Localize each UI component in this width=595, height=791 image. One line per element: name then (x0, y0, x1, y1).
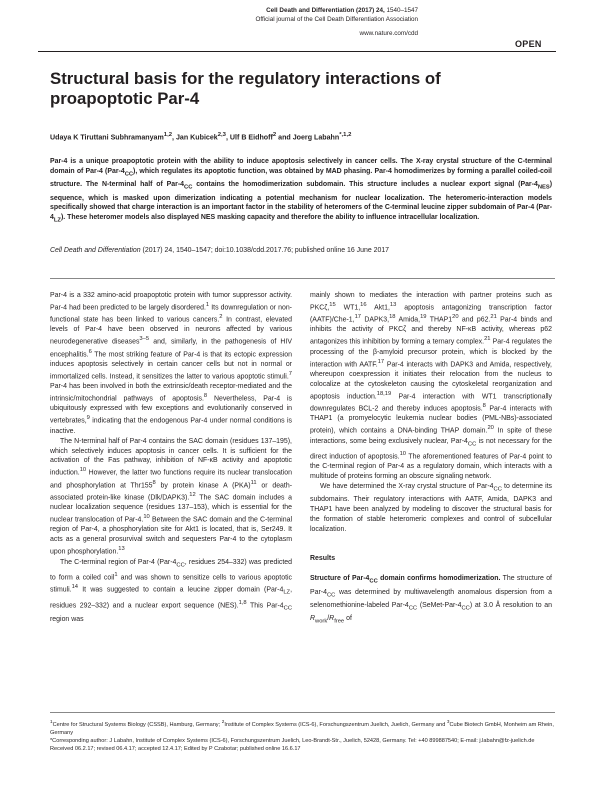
body-paragraph: mainly shown to mediates the interaction with partner proteins such as PKCζ,$^{15}$ WT1,16 Akt1,13 apoptosis antagonizing transcription factor (AATF)/Che-1,17 DAPK3,18 Amida,$^{19}$ $THAP1^{20}$ and p62.21 Par-4 binds and inhibits the activity of PKCζ and thereby NF-κB activity, whereas p62 antagonizes this inhibition by forming a ternary complex.$^{21}$ Par-4 regulates the processing of the β-amyloid precursor protein, which is blocked by the interaction with AATF.$^{17}$ Par-4 interacts with DAPK3 and Amida, respectively, whereupon coexpression it initiates their relocation from the nucleus to colocalize at the cytoskeleton causing the cytoskeletal reorganization and apoptosis induction.$^{18,19}$ Par-4 interaction with WT1 transcriptionally downregulates BCL-2 and thereby induces apoptosis.$^8$ Par-4 interacts with THAP1 (a promyelocytic leukemia nuclear bodies (PML-NBs)-associated protein), which contains a DNA-binding THAP domain.$^{20}$ In spite of these interactions, some being exclusively nuclear, Par-$4_{CC}$ is not necessary for the direct induction of apoptosis.$^{10}$ The aforementioned features of Par-4 point to the C-terminal region of Par-4 as a regulatory domain, which interacts with a multitude of proteins forming an obscure signaling network. (310, 292, 553, 481)
journal-subtitle: Official journal of the Cell Death Differentiation Association (255, 15, 418, 23)
author-list: Udaya K Tiruttani Subhramanyam$^{1,2}$, Jan Kubicek$^{2,3}$, Ulf B Eidhoff$^2$ and Joerg Labahn$^{*,1,2}$ (50, 132, 352, 142)
journal-citation-line (38, 7, 418, 16)
body-column-right (310, 291, 552, 628)
journal-pages: 1540–1547 (386, 7, 418, 14)
body-paragraph: The N-terminal half of Par-4 contains the SAC domain (residues 137–195), which selectively induces apoptosis in cancer cells. It is sufficient for the activation of the Fas pathway, inhibition of NF-κB activity and apoptotic induction.$^{10}$ However, the latter two functions require its nuclear translocation and phosphorylation at $Thr155^8$ by protein kinase A (PKA)$^{11}$ or death-associated protein-like kinase (Dlk/DAPK3).$^{12}$ The SAC domain includes a nuclear localization sequence (residues 137–153), which is essential for the nuclear translocation of Par-4.10 Between the SAC domain and the C-terminal region of Par-4, a phosphorylation site for Akt1 is located, that is, Ser249. It acts as a general prosurvival switch and sequesters Par-4 to the cytoplasm upon phosphorylation.$^{13}$ (50, 437, 293, 556)
footnote-rule (50, 712, 555, 713)
footnote-dates: Received 06.2.17; revised 06.4.17; accepted 12.4.17; Edited by P Czabotar; published online 16.6.17 (50, 745, 301, 752)
body-column-left (50, 291, 292, 625)
body-paragraph: We have determined the X-ray crystal structure of Par-$4_{CC}$ to determine its subdomains. Their regulatory interactions with AATF, Amida, DAPK3 and THAP1 have been analyzed by modeling to discover the structural basis for the formation of stable heteromeric complexes and control of subcellular localization. (310, 483, 553, 534)
citation-journal: Cell Death and Differentiation (50, 247, 141, 254)
citation-details: (2017) 24, 1540–1547; doi:10.1038/cdd.2017.76; published online 16 June 2017 (140, 247, 390, 254)
journal-name-volume: Cell Death and Differentiation (2017) 24, (266, 7, 385, 14)
subsection-heading: Structure of Par-$4_{CC}$ domain confirms homodimerization. (310, 575, 501, 585)
abstract: Par-4 is a unique proapoptotic protein with the ability to induce apoptosis selectively in cancer cells. The X-ray crystal structure of the C-terminal domain of Par-4 $(Par-4_{CC})$, which regulates its apoptotic function, was obtained by MAD phasing. Par-4 homodimerizes by forming a parallel coiled-coil structure. The N-terminal half of Par-$4_{CC}$ contains the homodimerization subdomain. This structure includes a nuclear export signal $(Par-4_{NES})$ sequence, which is masked upon dimerization indicating a potential mechanism for nuclear localization. The heteromeric-interaction models specifically showed that charge interaction is an important factor in the stability of heteromers of the C-terminal leucine zipper subdomain of Par-4 $(Par-4_{LZ})$. These heteromer models also displayed NES masking capacity and therefore the ability to influence intracellular localization. (50, 158, 553, 224)
abstract-rule (50, 278, 555, 279)
journal-url: www.nature.com/cdd (359, 29, 418, 37)
footnote-correspondence: *Corresponding author: J Labahn, Institute of Complex Systems (ICS-6), Forschungszentrum Juelich, Leo-Brandt-Str., Juelich, 52428, Germany. Tel: +40 899887540; E-mail: j.labahn@fz-juelich.de (50, 737, 535, 744)
body-paragraph: Par-4 is a 332 amino-acid proapoptotic protein with tumor suppressor activity. Par-4 had been predicted to be largely disordered.$^1$ Its downregulation or non-functional state has been linked to various cancers.$^2$ In contrast, elevated levels of Par-4 have been observed in neurons affected by various neurodegenerative diseases$^{3-5}$ and, similarly, in the pathogenesis of HIV encephalitis.$^6$ The most striking feature of Par-4 is that its ectopic expression induces apoptosis selectively in certain cancer cells but not in normal or immortalized cells. Instead, it sensitizes the latter to various apoptotic stimuli.$^7$ Par-4 has been involved in both the extrinsic/death receptor-mediated and the intrinsic/mitochondrial pathways of apoptosis.$^8$ Nevertheless, Par-4 is ubiquitously expressed with few exceptions and evolutionarily conserved in vertebrates,$^9$ indicating that the endogenous Par-4 under normal conditions is inactive. (50, 292, 292, 435)
body-paragraph: The C-terminal region of Par-4 ($Par-4_{CC}$, residues 254–332) was predicted to form a coiled coil$^1$ and was shown to sensitize cells to various apoptotic stimuli.$^{14}$ It was suggested to contain a leucine zipper domain ($Par-4_{LZ}$, residues 292–332) and a nuclear export sequence (NES).$^{1,8}$ This Par-$4_{CC}$ region was (50, 558, 293, 623)
footnote-affiliations: $^1$Centre for Structural Systems Biology (CSSB), Hamburg, Germany; $^2$Institute of Complex Systems (ICS-6), Forschungszentrum Juelich, Juelich, Germany and $^3$Cube Biotech GmbH, Monheim am Rhein, Germany (50, 719, 554, 736)
header-rule (38, 51, 556, 52)
journal-header (38, 7, 418, 38)
article-title: Structural basis for the regulatory interactions of proapoptotic Par-4 (50, 69, 441, 108)
results-heading: Results (310, 555, 336, 563)
footnotes (50, 718, 555, 753)
body-paragraph: Structure of Par-$4_{CC}$ domain confirms homodimerization. The structure of Par-$4_{CC}$ was determined by multiwavelength anomalous dispersion from a selenomethionine-labeled Par-$4_{CC}$ $(SeMet-Par-4_{CC})$ at 3.0 Å resolution to an $R_{work}/R_{free}$ of (310, 575, 552, 625)
open-access-badge: OPEN (515, 39, 542, 49)
article-citation (50, 246, 552, 256)
